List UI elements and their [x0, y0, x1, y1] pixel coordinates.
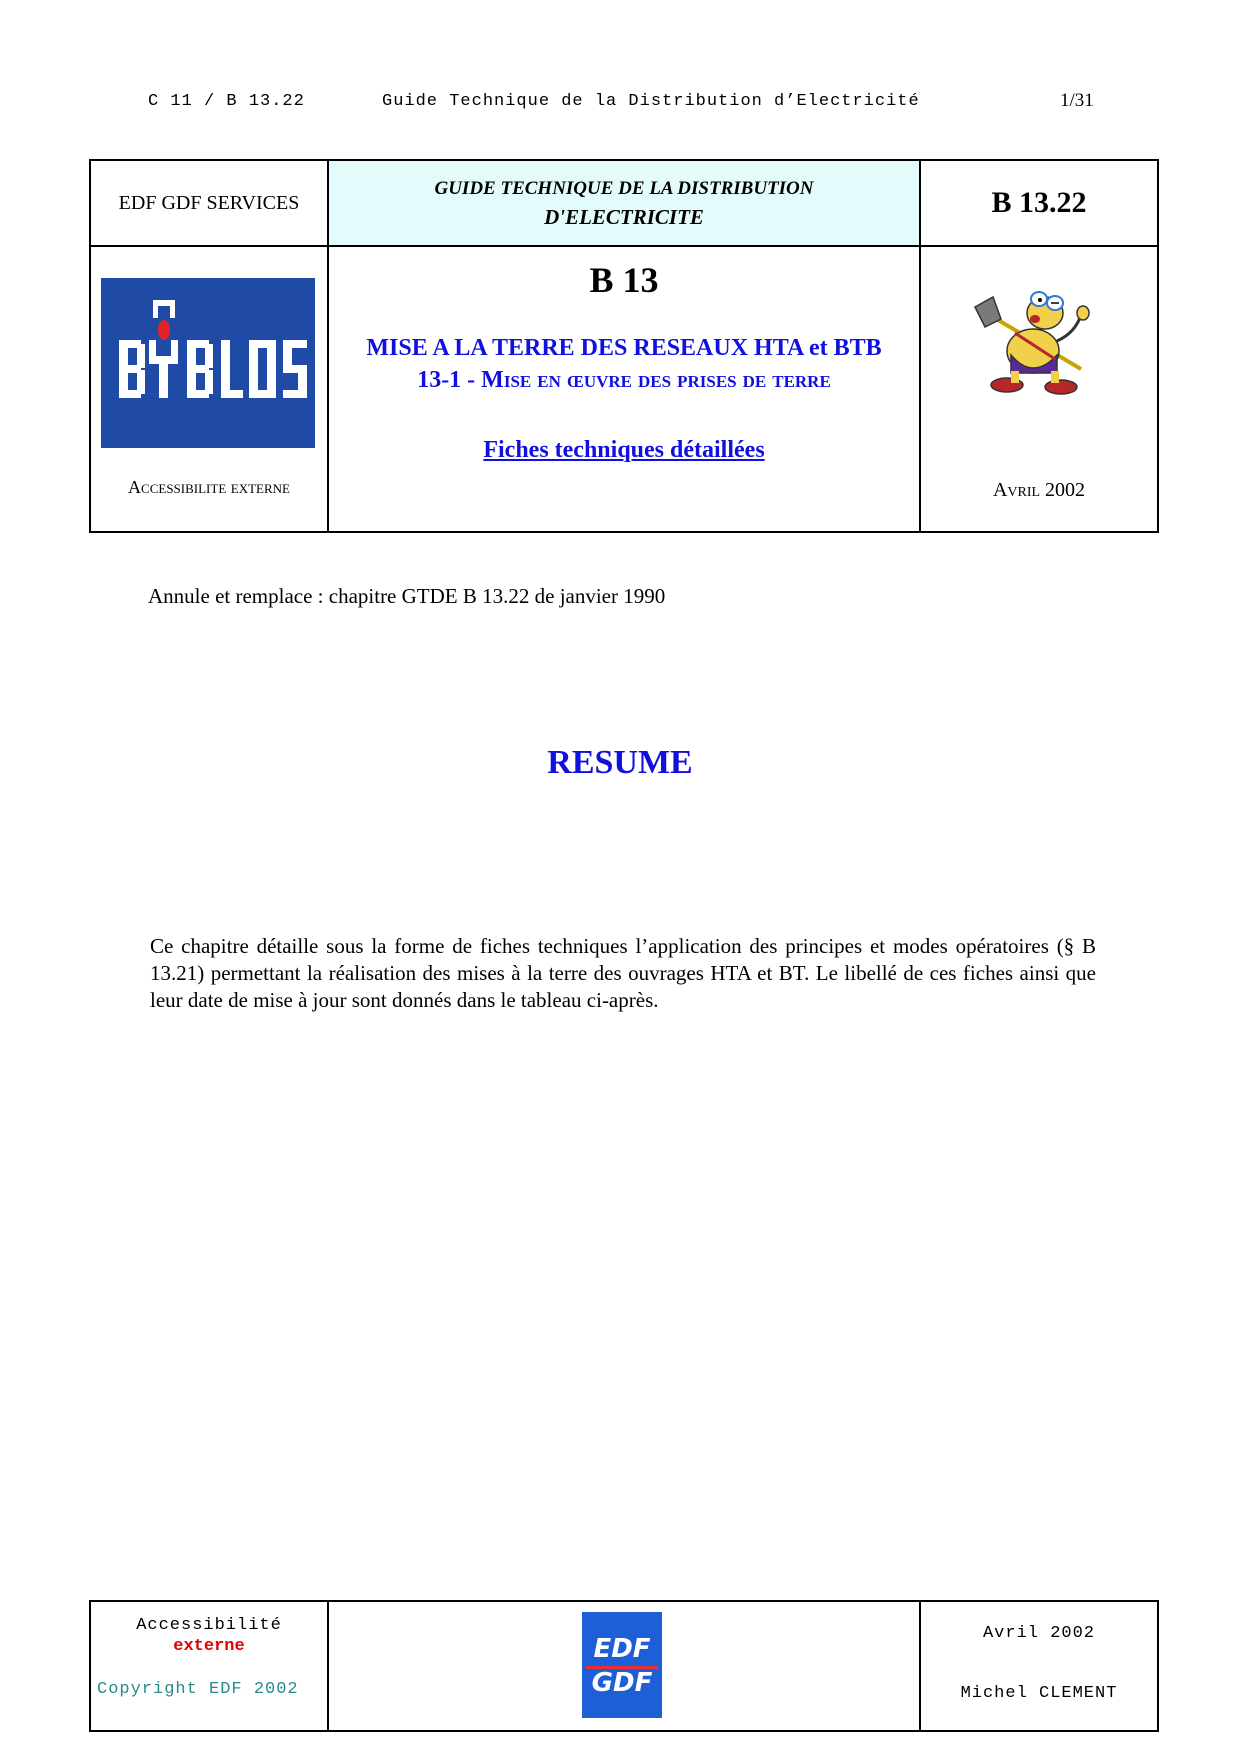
running-header-ref: C 11 / B 13.22: [148, 92, 305, 111]
publication-date: Avril 2002: [992, 479, 1086, 501]
page-number: 1/31: [1060, 90, 1094, 111]
footer-copyright: Copyright EDF 2002: [97, 1680, 299, 1699]
footer-block: [89, 1600, 1159, 1732]
doc-reference: B 13.22: [991, 186, 1087, 219]
title-block: [89, 159, 1159, 533]
mascot-illustration: [971, 289, 1101, 404]
footer-accessibility-label: Accessibilité: [136, 1616, 282, 1635]
byblos-logo: [101, 278, 315, 448]
running-header-title: Guide Technique de la Distribution d’Electricité: [382, 92, 920, 111]
footer-accessibility-value: externe: [173, 1637, 245, 1656]
guide-title: [329, 161, 919, 245]
edf-gdf-logo: [582, 1612, 662, 1718]
edf-logo-text: EDF: [593, 1634, 651, 1664]
org-name: EDF GDF SERVICES: [118, 191, 300, 214]
resume-heading: RESUME: [547, 744, 693, 781]
footer-author: Michel CLEMENT: [960, 1684, 1118, 1703]
resume-paragraph: Ce chapitre détaille sous la forme de fiches techniques l’application des principes et modes opératoires (§ B 13.21) permettant la réalisation des mises à la terre des ouvrages HTA et BT. Le libellé de ces fiches ainsi que leur date de mise à jour sont donnés dans le tableau ci-après.: [150, 934, 1096, 1012]
guide-title-line1: GUIDE TECHNIQUE DE LA DISTRIBUTION: [434, 178, 814, 199]
gdf-logo-text: GDF: [591, 1668, 653, 1698]
replaces-note: Annule et remplace : chapitre GTDE B 13.22 de janvier 1990: [148, 584, 666, 608]
chapter-number: B 13: [589, 260, 659, 300]
technical-sheets-link[interactable]: Fiches techniques détaillées: [483, 437, 765, 463]
accessibility-label: Accessibilite externe: [128, 477, 290, 497]
subject-line-2: 13-1 - Mise en œuvre des prises de terre: [417, 367, 831, 393]
guide-title-line2: D'ELECTRICITE: [544, 205, 704, 229]
footer-date: Avril 2002: [982, 1624, 1096, 1643]
subject-line-1: MISE A LA TERRE DES RESEAUX HTA et BTB: [366, 335, 882, 361]
